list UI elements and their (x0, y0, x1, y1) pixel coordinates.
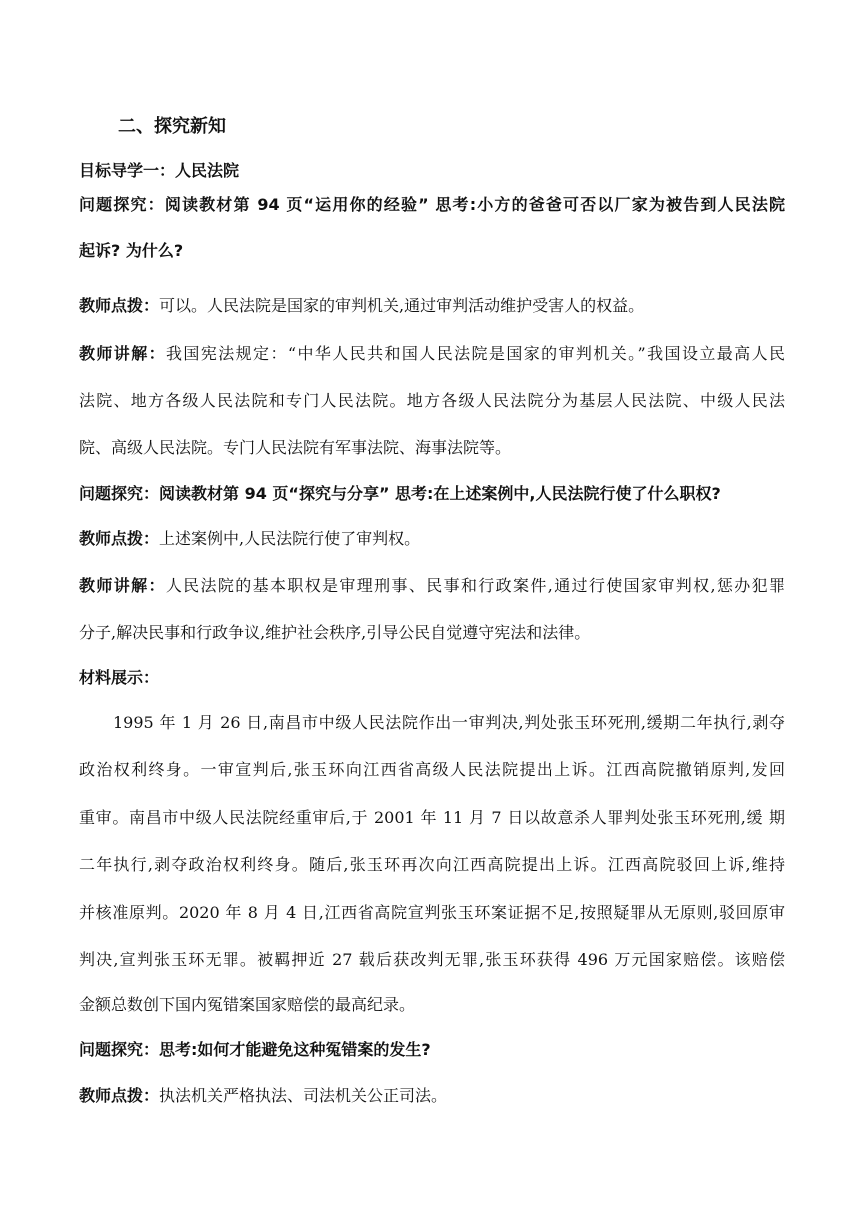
material-line: 金额总数创下国内冤错案国家赔偿的最高纪录。 (79, 995, 416, 1014)
tip-label: 教师点拨： (79, 296, 160, 315)
lecture-text: 我国宪法规定：“中华人民共和国人民法院是国家的审判机关。”我国设立最高人民 (166, 344, 785, 363)
lecture-1-line-1 (79, 344, 785, 364)
material-label: 材料展示： (79, 668, 160, 687)
question-text: 阅读教材第 94 页“探究与分享” 思考:在上述案例中,人民法院行使了什么职权? (159, 484, 721, 503)
material-line: 并核准原判。2020 年 8 月 4 日,江西省高院宣判张玉环案证据不足,按照疑罪从无原则,驳回原审 (79, 903, 785, 922)
target-title: 目标导学一：人民法院 (79, 161, 240, 180)
question-1-line-2: 起诉? 为什么? (79, 241, 184, 260)
lecture-2-line-2: 分子,解决民事和行政争议,维护社会秩序,引导公民自觉遵守宪法和法律。 (79, 623, 591, 642)
tip-text: 执法机关严格执法、司法机关公正司法。 (159, 1086, 448, 1105)
tip-1 (79, 296, 785, 316)
question-label: 问题探究： (79, 484, 160, 503)
tip-2 (79, 529, 785, 549)
question-label: 问题探究： (79, 1040, 160, 1059)
section-heading: 二、探究新知 (118, 116, 226, 137)
material-line: 二年执行,剥夺政治权利终身。随后,张玉环再次向江西高院提出上诉。江西高院驳回上诉,维持 (79, 855, 785, 874)
tip-label: 教师点拨： (79, 1086, 160, 1105)
lecture-label: 教师讲解： (79, 344, 167, 363)
question-label: 问题探究： (79, 195, 165, 214)
material-line: 1995 年 1 月 26 日,南昌市中级人民法院作出一审判决,判处张玉环死刑,缓期二年执行,剥夺 (113, 713, 785, 732)
question-3 (79, 1040, 785, 1060)
question-text: 思考:如何才能避免这种冤错案的发生? (159, 1040, 431, 1059)
question-1-line-1 (79, 195, 785, 215)
question-2 (79, 484, 785, 504)
material-line: 判决,宣判张玉环无罪。被羁押近 27 载后获改判无罪,张玉环获得 496 万元国家赔偿。该赔偿 (79, 950, 785, 969)
material-line: 重审。南昌市中级人民法院经重审后,于 2001 年 11 月 7 日以故意杀人罪判处张玉环死刑,缓 期 (79, 808, 785, 827)
question-text: 阅读教材第 94 页“运用你的经验” 思考:小方的爸爸可否以厂家为被告到人民法院 (164, 195, 785, 214)
tip-text: 上述案例中,人民法院行使了审判权。 (159, 529, 421, 548)
lecture-1-line-3: 院、高级人民法院。专门人民法院有军事法院、海事法院等。 (79, 438, 512, 457)
tip-text: 可以。人民法院是国家的审判机关,通过审判活动维护受害人的权益。 (159, 296, 645, 315)
lecture-1-line-2: 法院、地方各级人民法院和专门人民法院。地方各级人民法院分为基层人民法院、中级人民法 (79, 391, 785, 410)
lecture-text: 人民法院的基本职权是审理刑事、民事和行政案件,通过行使国家审判权,惩办犯罪 (165, 576, 785, 595)
lecture-label: 教师讲解： (79, 576, 166, 595)
tip-3 (79, 1086, 785, 1106)
tip-label: 教师点拨： (79, 529, 160, 548)
lecture-2-line-1 (79, 576, 785, 596)
material-line: 政治权利终身。一审宣判后,张玉环向江西省高级人民法院提出上诉。江西高院撤销原判,发回 (79, 760, 785, 779)
